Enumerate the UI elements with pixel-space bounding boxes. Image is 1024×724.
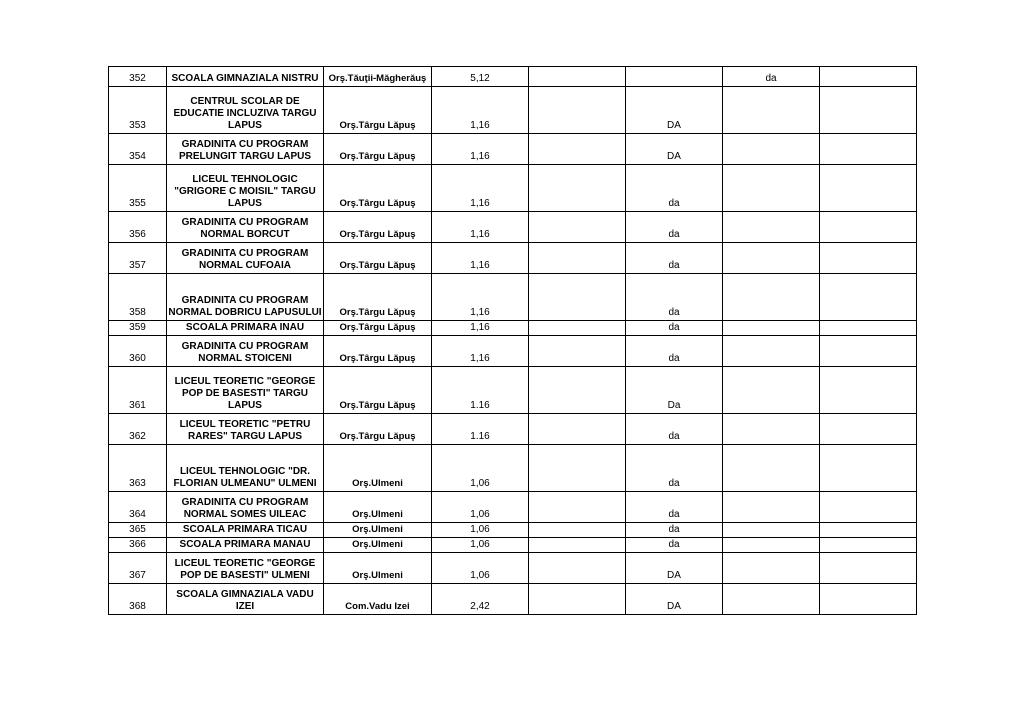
row-number-cell: 355 (109, 165, 167, 212)
column-8-cell (820, 274, 917, 321)
table-row (109, 165, 917, 212)
row-number-cell: 353 (109, 87, 167, 134)
column-7-cell (723, 414, 820, 445)
locality-cell: Orş.Târgu Lăpuş (324, 212, 432, 243)
locality-cell: Orş.Târgu Lăpuş (324, 414, 432, 445)
column-8-cell (820, 336, 917, 367)
column-7-cell (723, 321, 820, 336)
column-6-cell: DA (626, 553, 723, 584)
row-number-cell: 368 (109, 584, 167, 615)
table-row (109, 445, 917, 492)
row-number-cell: 366 (109, 538, 167, 553)
column-6-cell: da (626, 523, 723, 538)
column-6-cell: DA (626, 584, 723, 615)
column-7-cell: da (723, 67, 820, 87)
locality-cell: Orş.Tăuţii-Măgherăuş (324, 67, 432, 87)
column-6-cell: DA (626, 87, 723, 134)
locality-cell: Orş.Ulmeni (324, 523, 432, 538)
column-6-cell: da (626, 243, 723, 274)
column-7-cell (723, 243, 820, 274)
table-row (109, 492, 917, 523)
value-cell: 1,06 (432, 445, 529, 492)
locality-cell: Orş.Ulmeni (324, 492, 432, 523)
value-cell: 1,16 (432, 134, 529, 165)
column-8-cell (820, 134, 917, 165)
column-7-cell (723, 538, 820, 553)
column-8-cell (820, 67, 917, 87)
locality-cell: Orş.Târgu Lăpuş (324, 367, 432, 414)
column-6-cell: DA (626, 134, 723, 165)
column-8-cell (820, 445, 917, 492)
value-cell: 1.16 (432, 414, 529, 445)
table-row (109, 321, 917, 336)
column-8-cell (820, 584, 917, 615)
value-cell: 1,16 (432, 321, 529, 336)
column-8-cell (820, 492, 917, 523)
column-7-cell (723, 336, 820, 367)
school-name-cell: LICEUL TEORETIC "GEORGE POP DE BASESTI" ULMENI (167, 553, 324, 584)
column-7-cell (723, 165, 820, 212)
locality-cell: Orş.Târgu Lăpuş (324, 321, 432, 336)
school-name-cell: SCOALA GIMNAZIALA NISTRU (167, 67, 324, 87)
column-7-cell (723, 367, 820, 414)
row-number-cell: 362 (109, 414, 167, 445)
column-8-cell (820, 414, 917, 445)
column-5-cell (529, 538, 626, 553)
table-row (109, 367, 917, 414)
column-8-cell (820, 538, 917, 553)
column-5-cell (529, 492, 626, 523)
column-6-cell: da (626, 538, 723, 553)
school-name-cell: GRADINITA CU PROGRAM NORMAL SOMES UILEAC (167, 492, 324, 523)
row-number-cell: 358 (109, 274, 167, 321)
column-8-cell (820, 243, 917, 274)
school-name-cell: GRADINITA CU PROGRAM NORMAL CUFOAIA (167, 243, 324, 274)
column-7-cell (723, 584, 820, 615)
column-5-cell (529, 274, 626, 321)
column-8-cell (820, 553, 917, 584)
column-7-cell (723, 87, 820, 134)
row-number-cell: 360 (109, 336, 167, 367)
column-7-cell (723, 553, 820, 584)
column-6-cell: da (626, 321, 723, 336)
column-8-cell (820, 165, 917, 212)
table-row (109, 523, 917, 538)
column-5-cell (529, 212, 626, 243)
value-cell: 1,06 (432, 523, 529, 538)
table-row (109, 584, 917, 615)
locality-cell: Com.Vadu Izei (324, 584, 432, 615)
table-row (109, 67, 917, 87)
row-number-cell: 365 (109, 523, 167, 538)
row-number-cell: 352 (109, 67, 167, 87)
table-body (109, 67, 917, 615)
column-6-cell: Da (626, 367, 723, 414)
school-name-cell: LICEUL TEHNOLOGIC "DR. FLORIAN ULMEANU" ULMENI (167, 445, 324, 492)
locality-cell: Orş.Târgu Lăpuş (324, 134, 432, 165)
column-6-cell: da (626, 336, 723, 367)
row-number-cell: 367 (109, 553, 167, 584)
column-5-cell (529, 367, 626, 414)
column-8-cell (820, 523, 917, 538)
value-cell: 2,42 (432, 584, 529, 615)
value-cell: 1,16 (432, 212, 529, 243)
school-name-cell: SCOALA PRIMARA TICAU (167, 523, 324, 538)
column-6-cell (626, 67, 723, 87)
locality-cell: Orş.Târgu Lăpuş (324, 243, 432, 274)
column-7-cell (723, 134, 820, 165)
school-name-cell: LICEUL TEHNOLOGIC "GRIGORE C MOISIL" TARGU LAPUS (167, 165, 324, 212)
school-name-cell: GRADINITA CU PROGRAM NORMAL BORCUT (167, 212, 324, 243)
value-cell: 1,06 (432, 538, 529, 553)
locality-cell: Orş.Ulmeni (324, 445, 432, 492)
table-row (109, 134, 917, 165)
table-row (109, 553, 917, 584)
locality-cell: Orş.Târgu Lăpuş (324, 336, 432, 367)
value-cell: 1,16 (432, 274, 529, 321)
column-5-cell (529, 523, 626, 538)
school-name-cell: GRADINITA CU PROGRAM NORMAL DOBRICU LAPUSULUI (167, 274, 324, 321)
school-name-cell: LICEUL TEORETIC "GEORGE POP DE BASESTI" TARGU LAPUS (167, 367, 324, 414)
column-6-cell: da (626, 492, 723, 523)
column-8-cell (820, 87, 917, 134)
column-5-cell (529, 87, 626, 134)
row-number-cell: 363 (109, 445, 167, 492)
column-5-cell (529, 321, 626, 336)
column-8-cell (820, 321, 917, 336)
table-row (109, 87, 917, 134)
locality-cell: Orş.Ulmeni (324, 538, 432, 553)
column-7-cell (723, 212, 820, 243)
row-number-cell: 359 (109, 321, 167, 336)
row-number-cell: 357 (109, 243, 167, 274)
column-7-cell (723, 445, 820, 492)
value-cell: 5,12 (432, 67, 529, 87)
column-5-cell (529, 553, 626, 584)
column-6-cell: da (626, 212, 723, 243)
locality-cell: Orş.Ulmeni (324, 553, 432, 584)
school-name-cell: CENTRUL SCOLAR DE EDUCATIE INCLUZIVA TARGU LAPUS (167, 87, 324, 134)
value-cell: 1,16 (432, 336, 529, 367)
value-cell: 1.16 (432, 367, 529, 414)
school-name-cell: GRADINITA CU PROGRAM PRELUNGIT TARGU LAPUS (167, 134, 324, 165)
table-row (109, 243, 917, 274)
column-5-cell (529, 336, 626, 367)
school-name-cell: GRADINITA CU PROGRAM NORMAL STOICENI (167, 336, 324, 367)
table-row (109, 414, 917, 445)
column-5-cell (529, 243, 626, 274)
column-5-cell (529, 165, 626, 212)
value-cell: 1,16 (432, 165, 529, 212)
value-cell: 1,16 (432, 243, 529, 274)
locality-cell: Orş.Târgu Lăpuş (324, 274, 432, 321)
school-name-cell: SCOALA PRIMARA MANAU (167, 538, 324, 553)
value-cell: 1,16 (432, 87, 529, 134)
column-6-cell: da (626, 445, 723, 492)
column-5-cell (529, 445, 626, 492)
column-8-cell (820, 212, 917, 243)
school-name-cell: SCOALA PRIMARA INAU (167, 321, 324, 336)
column-6-cell: da (626, 165, 723, 212)
table-row (109, 538, 917, 553)
school-name-cell: LICEUL TEORETIC "PETRU RARES" TARGU LAPUS (167, 414, 324, 445)
value-cell: 1,06 (432, 553, 529, 584)
row-number-cell: 356 (109, 212, 167, 243)
table-row (109, 212, 917, 243)
row-number-cell: 364 (109, 492, 167, 523)
school-table (108, 66, 917, 615)
column-6-cell: da (626, 414, 723, 445)
school-name-cell: SCOALA GIMNAZIALA VADU IZEI (167, 584, 324, 615)
locality-cell: Orş.Târgu Lăpuş (324, 165, 432, 212)
locality-cell: Orş.Târgu Lăpuş (324, 87, 432, 134)
column-8-cell (820, 367, 917, 414)
column-5-cell (529, 67, 626, 87)
value-cell: 1,06 (432, 492, 529, 523)
row-number-cell: 354 (109, 134, 167, 165)
column-7-cell (723, 523, 820, 538)
column-5-cell (529, 414, 626, 445)
column-5-cell (529, 134, 626, 165)
column-6-cell: da (626, 274, 723, 321)
column-5-cell (529, 584, 626, 615)
column-7-cell (723, 274, 820, 321)
table-row (109, 274, 917, 321)
table-row (109, 336, 917, 367)
column-7-cell (723, 492, 820, 523)
row-number-cell: 361 (109, 367, 167, 414)
